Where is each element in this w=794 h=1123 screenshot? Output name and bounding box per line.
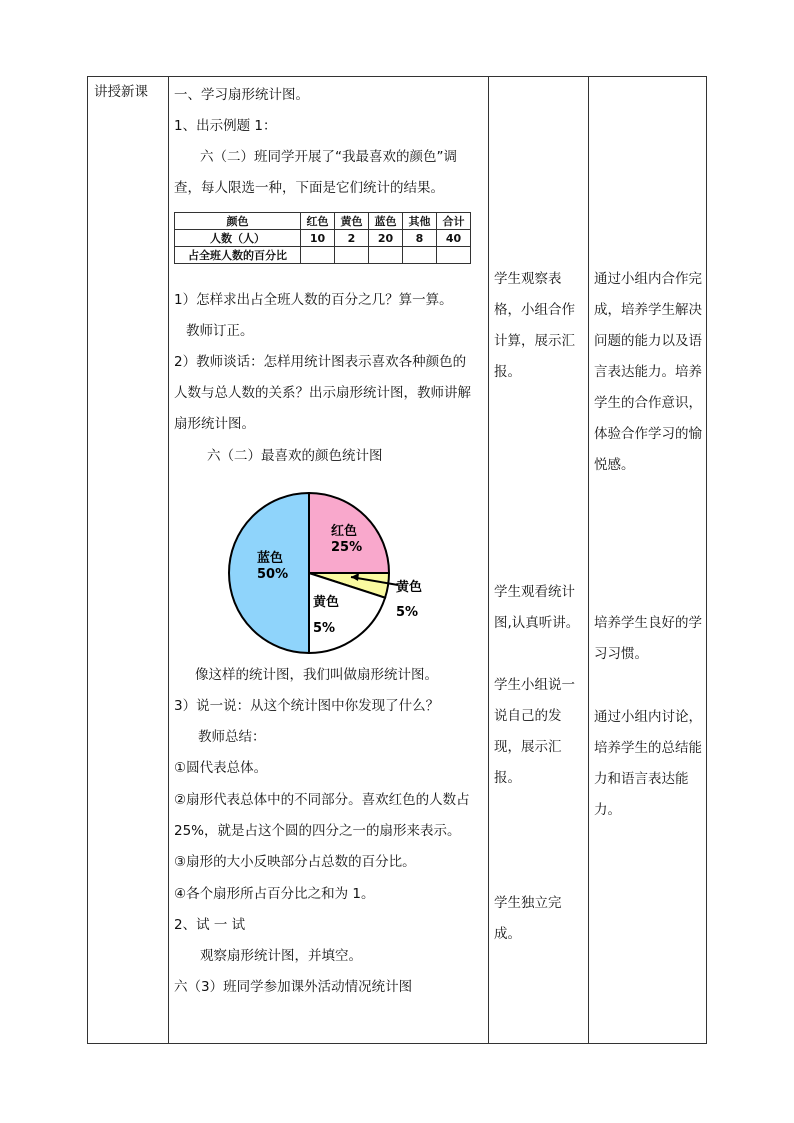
slice-name-label: 黄色 xyxy=(313,595,340,610)
color-stat-table xyxy=(174,212,471,264)
summary-point: ②扇形代表总体中的不同部分。喜欢红色的人数占 xyxy=(174,792,470,808)
table-cell xyxy=(369,247,403,264)
table-header-cell: 黄色 xyxy=(335,213,369,230)
column-divider xyxy=(588,77,589,1043)
table-row xyxy=(175,247,471,264)
example-line: 1、出示例题 1： xyxy=(174,118,277,134)
table-cell xyxy=(335,247,369,264)
table-header-cell: 红色 xyxy=(301,213,335,230)
heading-line: 一、学习扇形统计图。 xyxy=(174,87,309,103)
table-cell: 人数（人） xyxy=(175,230,301,247)
table-cell: 占全班人数的百分比 xyxy=(175,247,301,264)
summary-point: ③扇形的大小反映部分占总数的百分比。 xyxy=(174,854,416,870)
table-header-cell: 合计 xyxy=(437,213,471,230)
slice-value-label: 5% xyxy=(396,605,419,620)
problem-text: 六（二）班同学开展了“我最喜欢的颜色”调 xyxy=(200,149,457,165)
summary-point: ①圆代表总体。 xyxy=(174,760,268,776)
summary-point: ④各个扇形所占百分比之和为 1。 xyxy=(174,886,375,902)
question-text: 3）说一说：从这个统计图中你发现了什么？ xyxy=(174,698,440,714)
design-intent-text: 通过小组内合作完成，培养学生解决问题的能力以及语言表达能力。培养学生的合作意识，体验合作学习的愉悦感。 xyxy=(594,271,702,473)
table-cell: 8 xyxy=(403,230,437,247)
table-cell xyxy=(437,247,471,264)
question-text: 人数与总人数的关系？出示扇形统计图，教师讲解 xyxy=(174,385,471,401)
question-text: 扇形统计图。 xyxy=(174,416,255,432)
body-text: 教师总结： xyxy=(198,729,266,745)
table-header-cell: 蓝色 xyxy=(369,213,403,230)
chart-title: 六（二）最喜欢的颜色统计图 xyxy=(207,448,383,464)
student-activity-text: 学生独立完成。 xyxy=(494,895,562,942)
table-row xyxy=(175,213,471,230)
body-text: 观察扇形统计图，并填空。 xyxy=(200,948,362,964)
column-divider xyxy=(168,77,169,1043)
pie-chart xyxy=(220,484,440,654)
table-cell xyxy=(403,247,437,264)
body-text: 像这样的统计图，我们叫做扇形统计图。 xyxy=(195,667,438,683)
question-text: 2）教师谈话：怎样用统计图表示喜欢各种颜色的 xyxy=(174,354,467,370)
slice-value-label: 25% xyxy=(331,540,363,555)
slice-name-label: 黄色 xyxy=(396,580,423,595)
slice-value-label: 5% xyxy=(313,621,336,636)
summary-point: 25%，就是占这个圆的四分之一的扇形来表示。 xyxy=(174,823,461,839)
slice-name-label: 蓝色 xyxy=(257,551,284,566)
question-text: 教师订正。 xyxy=(186,323,254,339)
table-cell: 20 xyxy=(369,230,403,247)
table-cell: 40 xyxy=(437,230,471,247)
student-activity-text: 学生观看统计图,认真听讲。 xyxy=(494,584,580,631)
next-chart-title: 六（3）班同学参加课外活动情况统计图 xyxy=(174,979,413,995)
pie-slices xyxy=(229,493,389,653)
slice-name-label: 红色 xyxy=(331,524,358,539)
design-intent-text: 培养学生良好的学习习惯。 xyxy=(594,615,702,662)
section-heading: 2、试 一 试 xyxy=(174,917,246,933)
student-activity-text: 学生小组说一说自己的发现，展示汇报。 xyxy=(494,677,575,786)
section-label: 讲授新课 xyxy=(94,84,148,100)
table-cell: 2 xyxy=(335,230,369,247)
student-activity-text: 学生观察表格，小组合作计算，展示汇报。 xyxy=(494,271,575,380)
column-divider xyxy=(488,77,489,1043)
table-row xyxy=(175,230,471,247)
problem-text: 查，每人限选一种，下面是它们统计的结果。 xyxy=(174,180,444,196)
table-header-cell: 其他 xyxy=(403,213,437,230)
table-header-cell: 颜色 xyxy=(175,213,301,230)
table-cell xyxy=(301,247,335,264)
design-intent-text: 通过小组内讨论，培养学生的总结能力和语言表达能力。 xyxy=(594,709,702,818)
question-text: 1）怎样求出占全班人数的百分之几？算一算。 xyxy=(174,292,453,308)
slice-value-label: 50% xyxy=(257,567,289,582)
table-cell: 10 xyxy=(301,230,335,247)
